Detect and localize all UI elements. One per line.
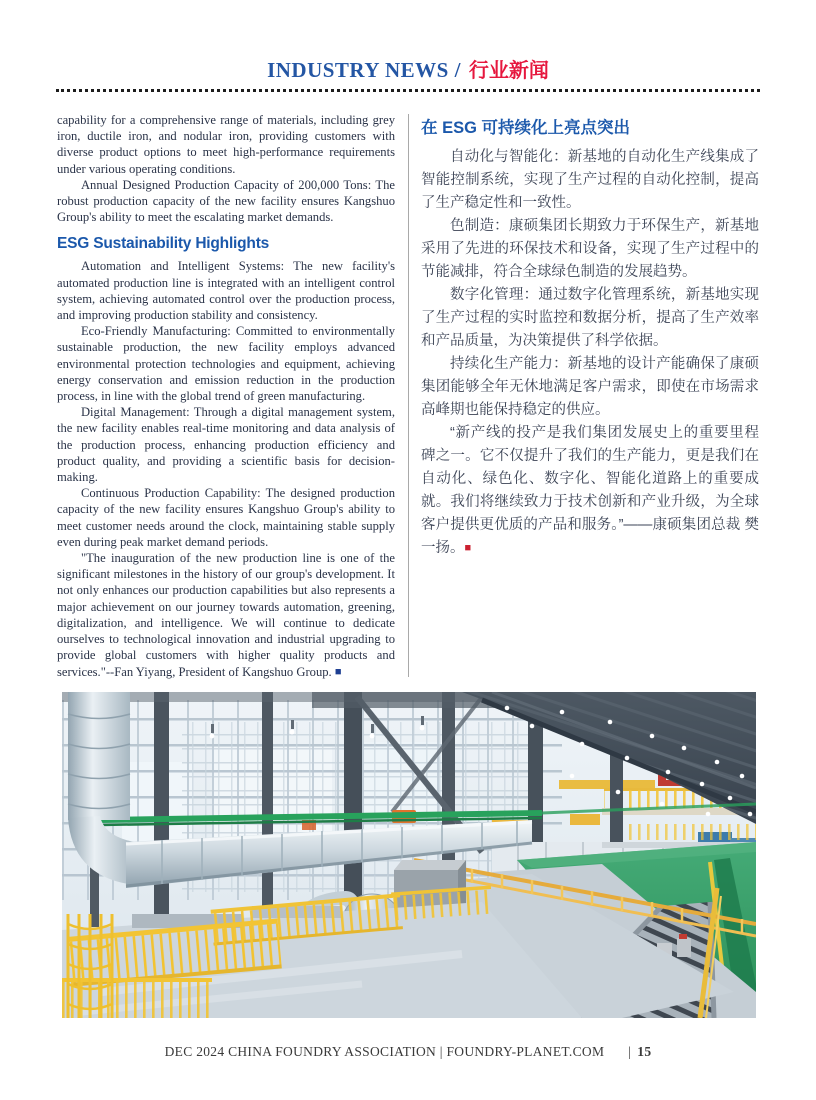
section-heading-english: ESG Sustainability Highlights (57, 235, 270, 253)
paragraph: Automation and Intelligent Systems: The new facility's automated production line is integrated with an intelligent control system, achieving automated control over the production process, and improving production stability and consistency. (57, 259, 395, 323)
page-header (57, 54, 759, 83)
left-column (57, 112, 395, 680)
paragraph: Continuous Production Capability: The designed production capacity of the new facility ensures Kangshuo Group's ability to meet customer needs around the clock, maintaining stable supply even during peak market demand periods. (57, 486, 395, 549)
quote-paragraph (57, 550, 395, 680)
paragraph: 数字化管理：通过数字化管理系统，新基地实现了生产过程的实时监控和数据分析，提高了生产效率和产品质量，为决策提供了科学依据。 (421, 287, 759, 349)
paragraph: 色制造：康硕集团长期致力于环保生产，新基地采用了先进的环保技术和设备，实现了生产过程中的节能减排，符合全球绿色制造的发展趋势。 (421, 218, 759, 280)
footer-text: DEC 2024 CHINA FOUNDRY ASSOCIATION | FOUNDRY-PLANET.COM (164, 1044, 605, 1059)
quote-paragraph (421, 422, 759, 560)
page-footer (0, 1044, 816, 1060)
article-end-square-blue: ■ (334, 665, 342, 678)
factory-photo (62, 692, 756, 1018)
section-heading-chinese: 在 ESG 可持续化上亮点突出 (421, 119, 631, 137)
paragraph: capability for a comprehensive range of materials, including grey iron, ductile iron, and nodular iron, providing customers with diverse product options to meet high-performance requirements under various operating conditions. (57, 113, 395, 176)
paragraph: Eco-Friendly Manufacturing: Committed to environmentally sustainable production, the new facility employs advanced environmental protection technologies and equipment, achieving energy conservation and emission reduction in the production process, in line with the global trend of green manufacturing. (57, 324, 395, 404)
column-divider (408, 114, 409, 677)
dotted-divider (56, 89, 760, 92)
page-number: 15 (637, 1044, 652, 1059)
header-title-english: INDUSTRY NEWS / (267, 58, 461, 82)
quote-text: "The inauguration of the new production line is one of the significant milestones in the history of our group's development. It not only enhances our production capabilities but also represents a major achievement on our journey towards automation, greening, digitalization, and intelligence. We will continue to dedicate ourselves to technological innovation and industrial upgrading to provide global customers with higher quality products and services."--Fan Yiyang, President of Kangshuo Group. (57, 551, 395, 679)
paragraph: 持续化生产能力：新基地的设计产能确保了康硕集团能够全年无休地满足客户需求，即使在市场需求高峰期也能保持稳定的供应。 (421, 356, 759, 418)
header-title-chinese: 行业新闻 (468, 60, 549, 82)
paragraph: Annual Designed Production Capacity of 200,000 Tons: The robust production capacity of the new facility ensures Kangshuo Group's ability to meet the escalating market demands. (57, 177, 395, 225)
right-column (421, 112, 759, 560)
quote-text: “新产线的投产是我们集团发展史上的重要里程碑之一。它不仅提升了我们的生产能力，更是我们在自动化、绿色化、数字化、智能化道路上的重要成就。我们将继续致力于技术创新和产业升级，为全球客户提供更优质的产品和服务。”——康硕集团总裁 樊一扬。 (421, 425, 759, 556)
footer-page-separator: | (628, 1044, 632, 1059)
paragraph: 自动化与智能化：新基地的自动化生产线集成了智能控制系统，实现了生产过程的自动化控制，提高了生产稳定性和一致性。 (421, 149, 759, 211)
article-end-square-red: ■ (464, 542, 472, 554)
paragraph: Digital Management: Through a digital management system, the new facility enables real-time monitoring and data analysis of the production process, enhancing production efficiency and product quality, and providing a scientific basis for decision-making. (57, 405, 395, 485)
